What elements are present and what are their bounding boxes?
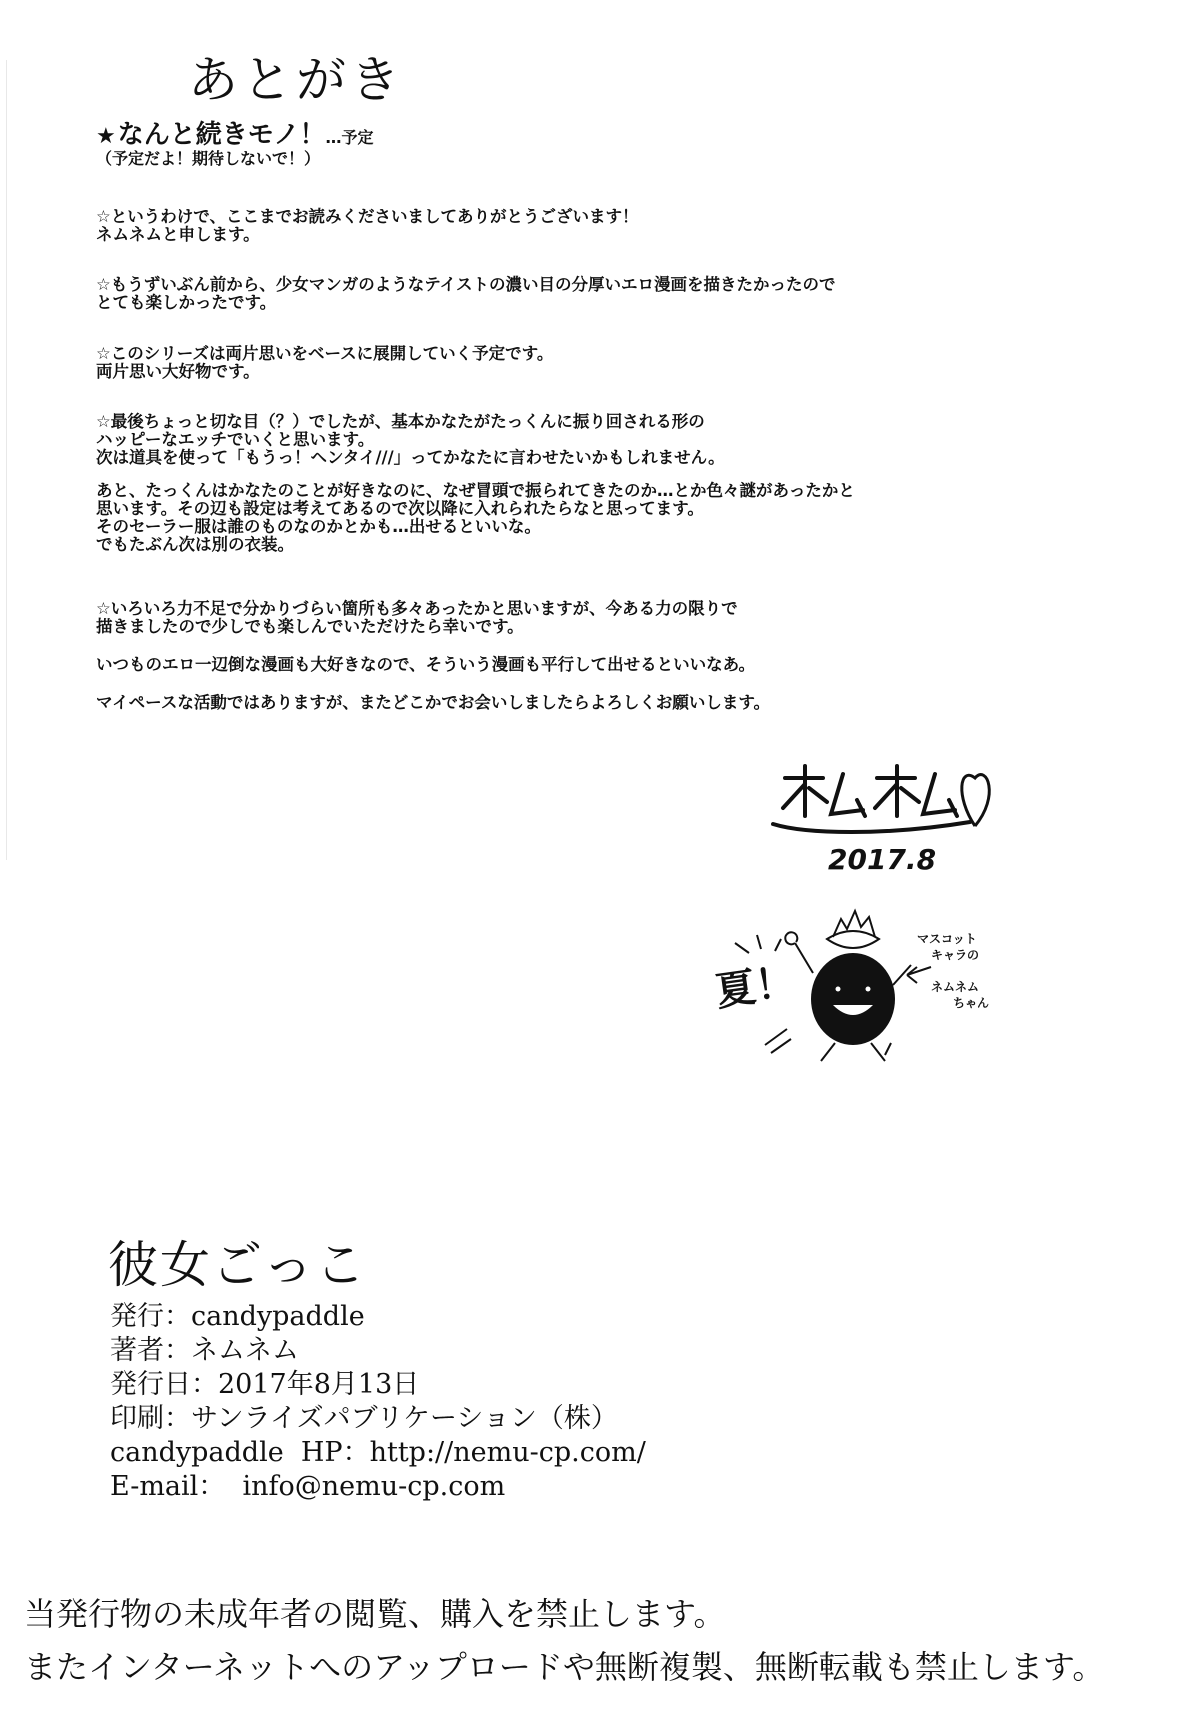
legal-notice	[24, 1588, 1104, 1694]
paragraph	[96, 694, 996, 712]
colophon-email: E-mail： info@nemu-cp.com	[110, 1471, 506, 1502]
headline-suffix: …予定	[325, 128, 374, 147]
paragraph	[96, 482, 996, 554]
mascot-caption-line: キャラの	[931, 948, 980, 962]
book-title: 彼女ごっこ	[108, 1236, 367, 1294]
paragraph-line: いつものエロ一辺倒な漫画も大好きなので、そういう漫画も平行して出せるといいなあ。	[96, 655, 756, 674]
afterword-body	[96, 208, 996, 712]
page-edge-shadow	[6, 60, 25, 860]
paragraph-line: ハッピーなエッチでいくと思います。	[96, 430, 375, 449]
colophon-author: 著者：ネムネム	[110, 1335, 299, 1366]
paragraph-line: とても楽しかったです。	[96, 293, 277, 312]
headline-subline: （予定だよ！期待しないで！）	[96, 149, 321, 168]
mascot-caption-line: マスコット	[917, 932, 977, 946]
colophon-homepage: candypaddle HP：http://nemu-cp.com/	[110, 1437, 646, 1468]
mascot-caption-line: ちゃん	[953, 996, 990, 1010]
afterword-heading: あとがき	[188, 51, 404, 109]
paragraph-line: マイペースな活動ではありますが、またどこかでお会いしましたらよろしくお願いします。	[96, 693, 771, 712]
signature-date: 2017.8	[828, 843, 937, 876]
notice-line: またインターネットへのアップロードや無断複製、無断転載も禁止します。	[24, 1648, 1105, 1686]
colophon-printer: 印刷：サンライズパブリケーション（株）	[110, 1403, 618, 1434]
paragraph-line: そのセーラー服は誰のものなのかとかも…出せるといいな。	[96, 517, 541, 536]
mascot-caption-line: ネムネム	[931, 980, 980, 994]
paragraph-line: 次は道具を使って「もうっ！ヘンタイ///」ってかなたに言わせたいかもしれません。	[96, 448, 725, 467]
paragraph	[96, 656, 996, 674]
notice-line: 当発行物の未成年者の閲覧、購入を禁止します。	[24, 1595, 726, 1633]
colophon	[110, 1300, 646, 1504]
paragraph-line: ☆このシリーズは両片思いをベースに展開していく予定です。	[96, 344, 554, 363]
colophon-publisher: 発行：candypaddle	[110, 1301, 365, 1332]
paragraph	[96, 413, 996, 467]
star-icon: ★	[96, 124, 116, 149]
paragraph-line: ネムネムと申します。	[96, 225, 260, 244]
paragraph	[96, 276, 996, 312]
paragraph	[96, 600, 996, 636]
paragraph-line: ☆いろいろ力不足で分かりづらい箇所も多々あったかと思いますが、今ある力の限りで	[96, 599, 738, 618]
paragraph-line: 両片思い大好物です。	[96, 362, 260, 381]
mascot-illustration	[695, 895, 1005, 1065]
paragraph	[96, 208, 996, 244]
headline-text: なんと続きモノ！	[117, 120, 326, 150]
paragraph-line: 思います。その辺も設定は考えてあるので次以降に入れられたらなと思ってます。	[96, 499, 704, 518]
paragraph-line: ☆もうずいぶん前から、少女マンガのようなテイストの濃い目の分厚いエロ漫画を描きたかったので	[96, 275, 836, 294]
colophon-date: 発行日：2017年8月13日	[110, 1369, 420, 1400]
handwritten-signature	[765, 756, 1000, 846]
paragraph	[96, 345, 996, 381]
mascot-exclaim: 夏！	[712, 958, 799, 1016]
paragraph-line: ☆というわけで、ここまでお読みくださいましてありがとうございます！	[96, 207, 639, 226]
paragraph-line: ☆最後ちょっと切な目（？）でしたが、基本かなたがたっくんに振り回される形の	[96, 412, 705, 431]
paragraph-line: 描きましたので少しでも楽しんでいただけたら幸いです。	[96, 617, 524, 636]
paragraph-line: でもたぶん次は別の衣装。	[96, 535, 294, 554]
paragraph-line: あと、たっくんはかなたのことが好きなのに、なぜ冒頭で振られてきたのか…とか色々謎があったかと	[96, 481, 855, 500]
